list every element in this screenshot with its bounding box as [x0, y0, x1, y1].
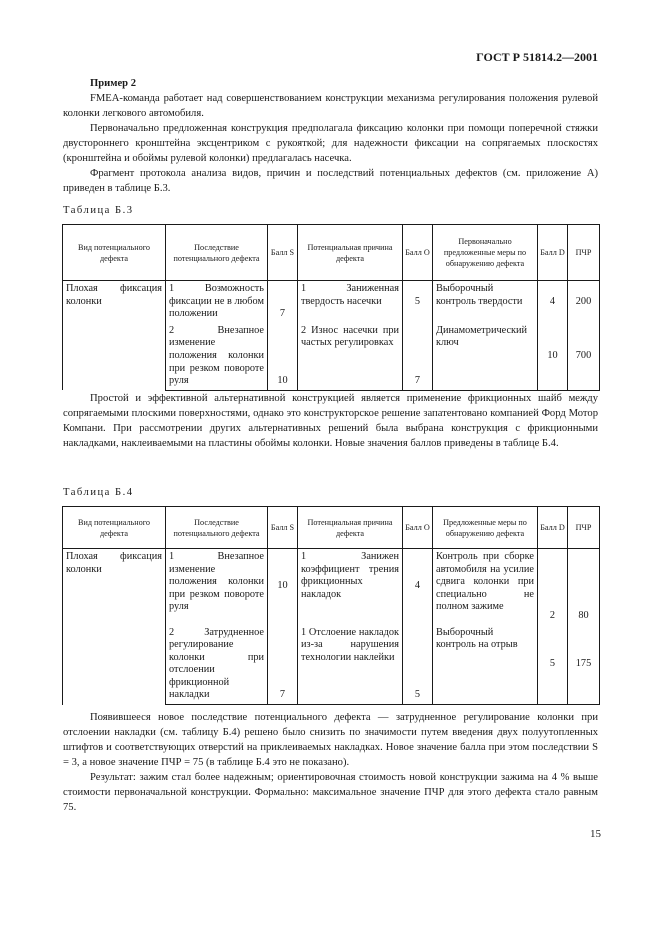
b3-o-2: 7 — [403, 323, 433, 390]
b4-measure-2: Выборочный контроль на отрыв — [433, 625, 538, 705]
b4-header-cause: Потенциальная причина дефекта — [298, 507, 403, 549]
b3-defect: Плохая фиксация колонки — [63, 281, 166, 391]
table-b4-caption: Таблица Б.4 — [63, 487, 134, 498]
page-number: 15 — [590, 828, 601, 840]
intro-paragraph-1: FMEA-команда работает над совершенствованием конструкции механизма регулирования положения рулевой колонки легкового автомобиля. — [63, 93, 598, 119]
b4-defect: Плохая фиксация колонки — [63, 549, 166, 705]
b4-rpn-1: 80 — [568, 549, 600, 625]
b4-d-2: 5 — [538, 625, 568, 705]
b3-d-1: 4 — [538, 281, 568, 323]
b3-effect-1: 1 Возможность фиксации не в любом положении — [166, 281, 268, 323]
b4-o-2: 5 — [403, 625, 433, 705]
b3-d-2: 10 — [538, 323, 568, 390]
b3-rpn-1: 200 — [568, 281, 600, 323]
closing-paragraph-2: Результат: зажим стал более надежным; ориентировочная стоимость новой конструкции зажима на 4 % выше стоимости первоначальной конструкции. Формально: максимальное значение ПЧР для этого дефекта стало равным 75. — [63, 772, 598, 813]
b4-measure-1: Контроль при сборке автомобиля на усилие сдвига колонки при специально не полном зажиме — [433, 549, 538, 625]
table-b3-caption: Таблица Б.3 — [63, 205, 134, 216]
example-heading: Пример 2 — [90, 78, 136, 89]
b4-rpn-2: 175 — [568, 625, 600, 705]
b3-measure-1: Выборочный контроль твердости — [433, 281, 538, 323]
table-row — [63, 281, 600, 323]
document-header: ГОСТ Р 51814.2—2001 — [476, 50, 598, 64]
intro-section — [63, 76, 598, 196]
closing-section — [63, 710, 598, 815]
b4-cause-1: 1 Занижен коэффициент трения фрикционных накладок — [298, 549, 403, 625]
b3-header-cause: Потенциальная причина дефекта — [298, 225, 403, 281]
b3-header-rpn: ПЧР — [568, 225, 600, 281]
table-b3 — [62, 224, 600, 391]
b3-header-d: Балл D — [538, 225, 568, 281]
intro-paragraph-2: Первоначально предложенная конструкция предполагала фиксацию колонки при помощи поперечной стяжки двустороннего кронштейна эксцентриком с рукояткой; для надежности фиксации на сопрягаемых плоскостях (кронштейна и обоймы рулевой колонки) предлагалась насечка. — [63, 123, 598, 164]
b4-header-d: Балл D — [538, 507, 568, 549]
b3-header-defect: Вид потенциального дефекта — [63, 225, 166, 281]
b4-header-defect: Вид потенциального дефекта — [63, 507, 166, 549]
middle-paragraph: Простой и эффективной альтернативной конструкцией является применение фрикционных шайб между сопрягаемыми плоскими поверхностями, однако это конструкторское решение запатентовано компанией Форд Мотор Компани. При рассмотрении других альтернативных решений была выбрана конструкция с фрикционными накладками, наклеиваемыми на пластины обоймы колонки. Новые значения баллов приведены в таблице Б.4. — [63, 393, 598, 449]
middle-section — [63, 391, 598, 451]
b3-cause-2: 2 Износ насечки при частых регулировках — [298, 323, 403, 390]
intro-paragraph-3: Фрагмент протокола анализа видов, причин и последствий потенциальных дефектов (см. приложение А) приведен в таблице Б.3. — [63, 168, 598, 194]
b4-effect-2: 2 Затрудненное регулирование колонки при отслоении фрикционной накладки — [166, 625, 268, 705]
b3-header-o: Балл O — [403, 225, 433, 281]
b3-header-measure: Первоначально предложенные меры по обнаружению дефекта — [433, 225, 538, 281]
b4-d-1: 2 — [538, 549, 568, 625]
b4-header-o: Балл O — [403, 507, 433, 549]
b4-header-effect: Последствие потенциального дефекта — [166, 507, 268, 549]
b3-cause-1: 1 Заниженная твердость насечки — [298, 281, 403, 323]
b3-s-1: 7 — [268, 281, 298, 323]
b4-cause-2: 1 Отслоение накладок из-за нарушения технологии наклейки — [298, 625, 403, 705]
b4-header-s: Балл S — [268, 507, 298, 549]
b3-rpn-2: 700 — [568, 323, 600, 390]
b3-s-2: 10 — [268, 323, 298, 390]
b3-header-effect: Последствие потенциального дефекта — [166, 225, 268, 281]
table-row — [63, 549, 600, 625]
b4-s-1: 10 — [268, 549, 298, 625]
closing-paragraph-1: Появившееся новое последствие потенциального дефекта — затрудненное регулирование колонки при отслоении накладки (см. таблицу Б.4) решено было снизить по значимости путем введения двух полуутопленных штифтов и соответствующих отверстий на приклеиваемых накладках. Новое значение балла при этом последствии S = 3, а новое значение ПЧР = 75 (в таблице Б.4 это не показано). — [63, 712, 598, 768]
b4-s-2: 7 — [268, 625, 298, 705]
b3-o-1: 5 — [403, 281, 433, 323]
b3-effect-2: 2 Внезапное изменение положения колонки при резком повороте руля — [166, 323, 268, 390]
b4-o-1: 4 — [403, 549, 433, 625]
b3-measure-2: Динамометрический ключ — [433, 323, 538, 390]
table-b4 — [62, 506, 600, 705]
b4-effect-1: 1 Внезапное изменение положения колонки при резком повороте руля — [166, 549, 268, 625]
b4-header-rpn: ПЧР — [568, 507, 600, 549]
b4-header-measure: Предложенные меры по обнаружению дефекта — [433, 507, 538, 549]
b3-header-s: Балл S — [268, 225, 298, 281]
